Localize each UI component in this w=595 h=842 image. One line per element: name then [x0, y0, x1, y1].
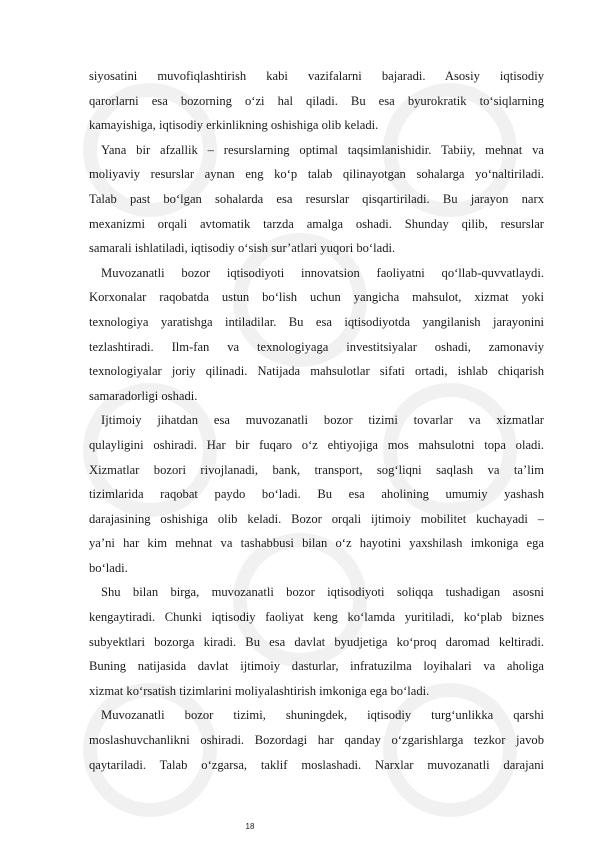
- paragraph-line: Buning natijasida davlat ijtimoiy dasturlar, infratuzilma loyihalari va aholiga: [89, 659, 544, 674]
- paragraph: [89, 703, 544, 777]
- paragraph-line: samaradorligi oshadi.: [89, 388, 198, 403]
- paragraph-line: xizmat ko‘rsatish tizimlarini moliyalashtirish imkoniga ega bo‘ladi.: [89, 683, 430, 698]
- paragraph-line: moliyaviy resurslar aynan eng ko‘p talab qilinayotgan sohalarga yo‘naltiriladi.: [89, 167, 544, 182]
- paragraph-line: qaytariladi. Talab o‘zgarsa, taklif moslashadi. Narxlar muvozanatli darajani: [89, 757, 544, 772]
- paragraph-line: moslashuvchanlikni oshiradi. Bozordagi har qanday o‘zgarishlarga tezkor javob: [89, 733, 544, 748]
- page-number: 18: [245, 822, 255, 831]
- paragraph-line: qulayligini oshiradi. Har bir fuqaro o‘z ehtiyojiga mos mahsulotni topa oladi.: [89, 437, 544, 452]
- paragraph-line: bo‘ladi.: [89, 560, 128, 575]
- paragraph-line: kengaytiradi. Chunki iqtisodiy faoliyat keng ko‘lamda yuritiladi, ko‘plab biznes: [89, 610, 544, 625]
- paragraph-line: darajasining oshishiga olib keladi. Bozor orqali ijtimoiy mobilitet kuchayadi –: [89, 511, 544, 526]
- paragraph-line: Shu bilan birga, muvozanatli bozor iqtisodiyoti soliqqa tushadigan asosni: [101, 585, 544, 600]
- paragraph-line: Talab past bo‘lgan sohalarda esa resurslar qisqartiriladi. Bu jarayon narx: [89, 191, 544, 206]
- paragraph-line: Yana bir afzallik – resurslarning optimal taqsimlanishidir. Tabiiy, mehnat va: [101, 142, 544, 157]
- paragraph-line: Xizmatlar bozori rivojlanadi, bank, transport, sog‘liqni saqlash va ta’lim: [89, 462, 544, 477]
- paragraph-line: qarorlarni esa bozorning o‘zi hal qiladi. Bu esa byurokratik to‘siqlarning: [89, 93, 544, 108]
- document-body: [89, 64, 544, 777]
- paragraph-line: Muvozanatli bozor iqtisodiyoti innovatsion faoliyatni qo‘llab-quvvatlaydi.: [101, 265, 544, 280]
- paragraph-line: texnologiya yaratishga intiladilar. Bu esa iqtisodiyotda yangilanish jarayonini: [89, 314, 544, 329]
- paragraph-line: tezlashtiradi. Ilm-fan va texnologiyaga investitsiyalar oshadi, zamonaviy: [89, 339, 544, 354]
- paragraph-line: Ijtimoiy jihatdan esa muvozanatli bozor tizimi tovarlar va xizmatlar: [101, 413, 544, 428]
- paragraph: [89, 261, 544, 409]
- paragraph-line: Korxonalar raqobatda ustun bo‘lish uchun yangicha mahsulot, xizmat yoki: [89, 290, 544, 305]
- paragraph-line: mexanizmi orqali avtomatik tarzda amalga oshadi. Shunday qilib, resurslar: [89, 216, 544, 231]
- paragraph: [89, 64, 544, 138]
- paragraph-line: siyosatini muvofiqlashtirish kabi vazifalarni bajaradi. Asosiy iqtisodiy: [89, 69, 544, 83]
- paragraph: [89, 138, 544, 261]
- paragraph-line: kamayishiga, iqtisodiy erkinlikning oshishiga olib keladi.: [89, 118, 379, 133]
- paragraph-line: texnologiyalar joriy qilinadi. Natijada mahsulotlar sifati ortadi, ishlab chiqarish: [89, 364, 544, 379]
- paragraph-line: tizimlarida raqobat paydo bo‘ladi. Bu esa aholining umumiy yashash: [89, 487, 544, 502]
- paragraph: [89, 580, 544, 703]
- paragraph: [89, 408, 544, 580]
- paragraph-line: samarali ishlatiladi, iqtisodiy o‘sish sur’atlari yuqori bo‘ladi.: [89, 241, 396, 256]
- paragraph-line: ya’ni har kim mehnat va tashabbusi bilan o‘z hayotini yaxshilash imkoniga ega: [89, 536, 544, 551]
- paragraph-line: Muvozanatli bozor tizimi, shuningdek, iqtisodiy turg‘unlikka qarshi: [101, 708, 544, 723]
- paragraph-line: subyektlari bozorga kiradi. Bu esa davlat byudjetiga ko‘proq daromad keltiradi.: [89, 634, 544, 649]
